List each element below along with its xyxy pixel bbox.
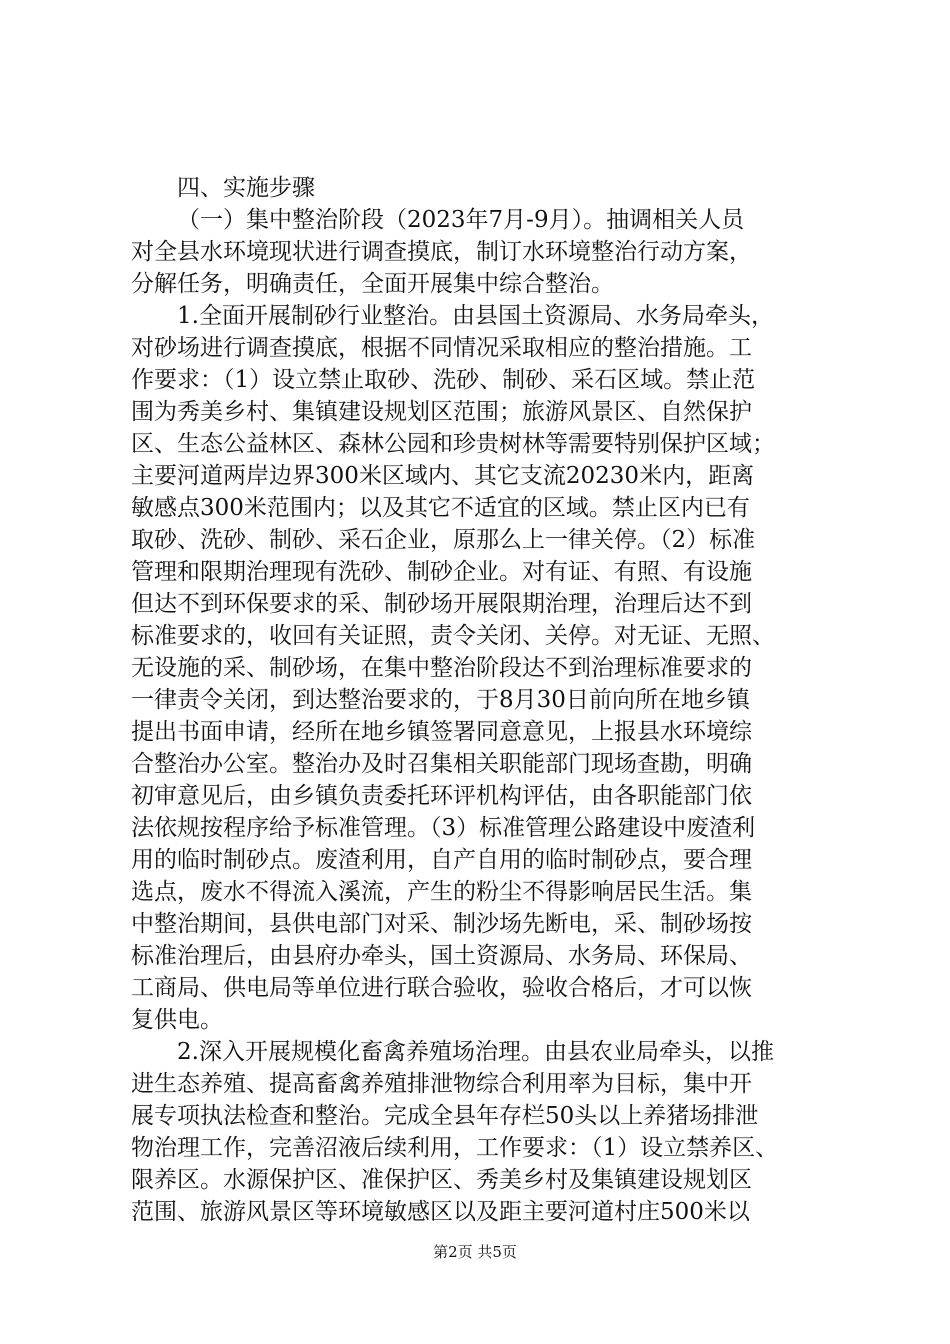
paragraph-line: 1.全面开展制砂行业整治。由县国土资源局、水务局牵头， (177, 303, 774, 329)
page-number: 第2页 共5页 (433, 1243, 517, 1261)
paragraph-line: （一）集中整治阶段（2023年7月-9月）。抽调相关人员 (177, 207, 745, 233)
paragraph-line: 标准治理后，由县府办牵头，国土资源局、水务局、环保局、 (131, 943, 752, 969)
paragraph-line: 用的临时制砂点。废渣利用，自产自用的临时制砂点，要合理 (131, 847, 752, 873)
paragraph-line: 物治理工作，完善沼液后续利用，工作要求：（1）设立禁养区、 (131, 1135, 779, 1161)
paragraph-line: 区、生态公益林区、森林公园和珍贵树林等需要特别保护区域； (131, 431, 775, 457)
paragraph-line: 选点，废水不得流入溪流，产生的粉尘不得影响居民生活。集 (131, 879, 752, 905)
paragraph-line: 展专项执法检查和整治。完成全县年存栏50头以上养猪场排泄 (131, 1103, 759, 1129)
paragraph-line: 围为秀美乡村、集镇建设规划区范围；旅游风景区、自然保护 (131, 399, 752, 425)
section-heading: 四、实施步骤 (177, 175, 315, 201)
paragraph-line: 合整治办公室。整治办及时召集相关职能部门现场查勘，明确 (131, 751, 752, 777)
paragraph-line: 限养区。水源保护区、准保护区、秀美乡村及集镇建设规划区 (131, 1167, 752, 1193)
paragraph-line: 初审意见后，由乡镇负责委托环评机构评估，由各职能部门依 (131, 783, 752, 809)
paragraph-line: 分解任务，明确责任，全面开展集中综合整治。 (131, 271, 614, 297)
paragraph-line: 主要河道两岸边界300米区域内、其它支流20230米内，距离 (131, 463, 755, 489)
paragraph-line: 无设施的采、制砂场，在集中整治阶段达不到治理标准要求的 (131, 655, 752, 681)
paragraph-line: 标准要求的，收回有关证照，责令关闭、关停。对无证、无照、 (131, 623, 775, 649)
paragraph-line: 但达不到环保要求的采、制砂场开展限期治理，治理后达不到 (131, 591, 752, 617)
paragraph-line: 管理和限期治理现有洗砂、制砂企业。对有证、有照、有设施 (131, 559, 752, 585)
paragraph-line: 复供电。 (131, 1007, 223, 1033)
paragraph-line: 取砂、洗砂、制砂、采石企业，原那么上一律关停。（2）标准 (131, 527, 756, 553)
paragraph-line: 对砂场进行调查摸底，根据不同情况采取相应的整治措施。工 (131, 335, 752, 361)
paragraph-line: 一律责令关闭，到达整治要求的，于8月30日前向所在地乡镇 (131, 687, 750, 713)
paragraph-line: 范围、旅游风景区等环境敏感区以及距主要河道村庄500米以 (131, 1199, 750, 1225)
paragraph-line: 工商局、供电局等单位进行联合验收，验收合格后，才可以恢 (131, 975, 752, 1001)
paragraph-line: 提出书面申请，经所在地乡镇签署同意意见，上报县水环境综 (131, 719, 752, 745)
paragraph-line: 对全县水环境现状进行调查摸底，制订水环境整治行动方案， (131, 239, 752, 265)
paragraph-line: 作要求：（1）设立禁止取砂、洗砂、制砂、采石区域。禁止范 (131, 367, 756, 393)
paragraph-line: 中整治期间，县供电部门对采、制沙场先断电，采、制砂场按 (131, 911, 752, 937)
paragraph-line: 敏感点300米范围内；以及其它不适宜的区域。禁止区内已有 (131, 495, 750, 521)
paragraph-line: 进生态养殖、提高畜禽养殖排泄物综合利用率为目标，集中开 (131, 1071, 752, 1097)
paragraph-line: 法依规按程序给予标准管理。（3）标准管理公路建设中废渣利 (131, 815, 756, 841)
paragraph-line: 2.深入开展规模化畜禽养殖场治理。由县农业局牵头，以推 (177, 1039, 774, 1065)
document-body (131, 172, 821, 1228)
